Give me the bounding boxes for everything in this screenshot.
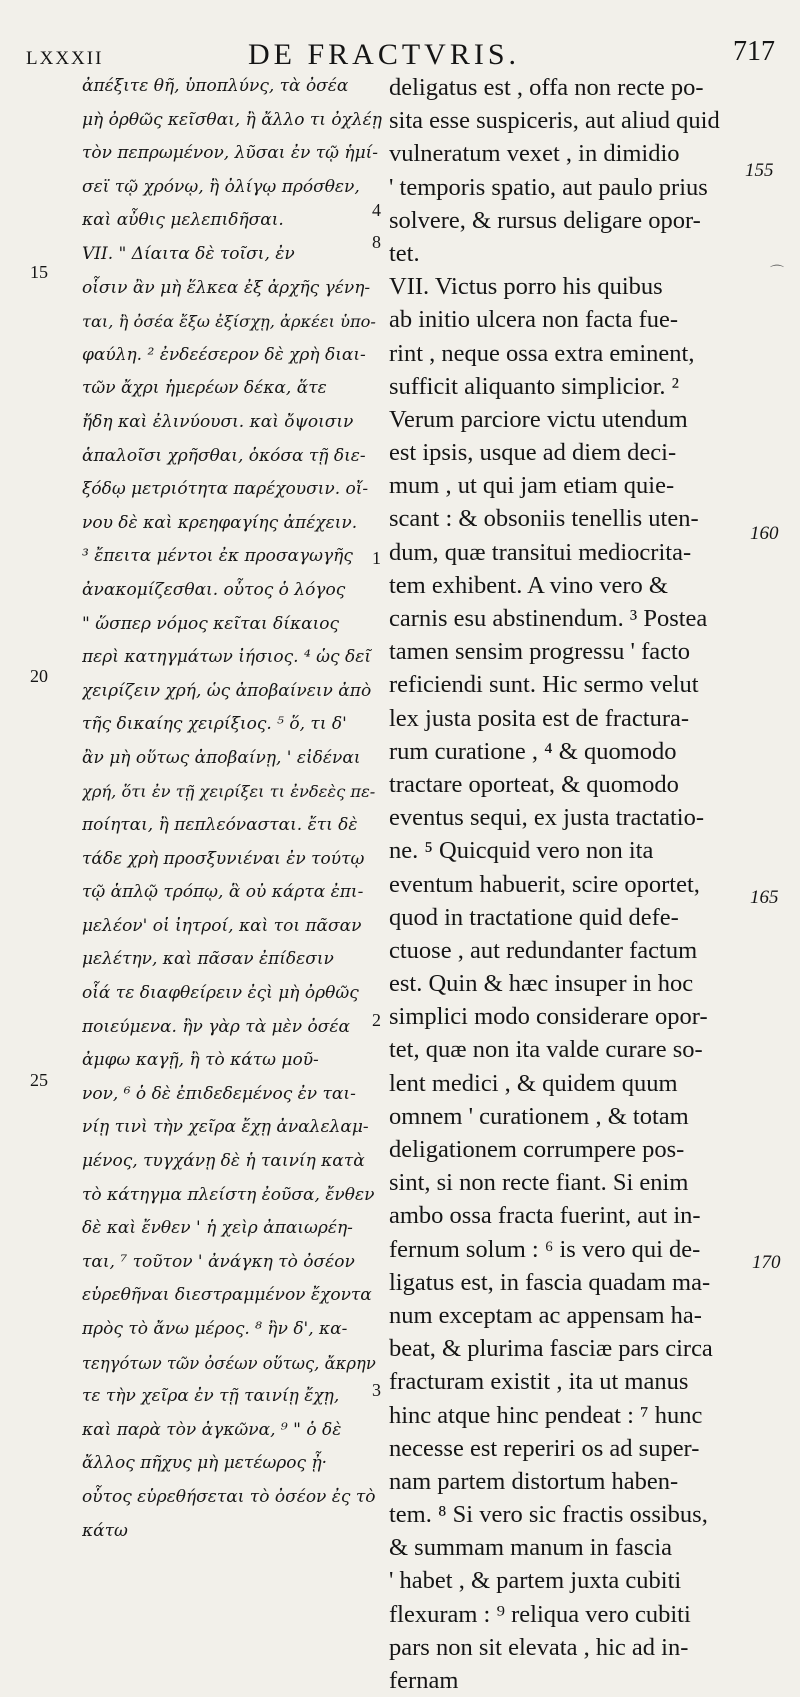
text-line: ποιεύμενα. ἢν γὰρ τὰ μὲν ὀσέα: [82, 1016, 350, 1037]
text-line: beat, & plurima fasciæ pars circa: [389, 1335, 713, 1363]
text-line: sita esse suspiceris, aut aliud quid: [389, 107, 720, 135]
margin-line-number: 170: [752, 1252, 781, 1273]
text-line: εὑρεθῆναι διεστραμμένον ἔχοντα: [82, 1285, 372, 1306]
text-line: τε τὴν χεῖρα ἐν τῇ ταινίῃ ἔχῃ,: [82, 1386, 340, 1407]
text-line: necesse est reperiri os ad super-: [389, 1434, 700, 1462]
page-edge-mark: ⌒: [770, 265, 784, 281]
text-line: flexuram : ⁹ reliqua vero cubiti: [389, 1600, 691, 1628]
text-line: est. Quin & hæc insuper in hoc: [389, 970, 694, 998]
text-line: VII. Victus porro his quibus: [389, 273, 663, 301]
text-line: & summam manum in fascia: [389, 1534, 673, 1562]
header-section-number: LXXXII: [26, 48, 104, 69]
greek-text-column: [82, 70, 382, 1548]
text-line: σεϊ τῷ χρόνῳ, ἢ ὀλίγῳ πρόσθεν,: [82, 176, 360, 197]
text-line: ἤδη καὶ ἐλινύουσι. καὶ ὄψοισιν: [82, 411, 354, 432]
text-line: fracturam existit , ita ut manus: [389, 1368, 689, 1396]
text-line: οἷά τε διαφθείρειν ἐςὶ μὴ ὀρθῶς: [82, 983, 359, 1004]
text-line: ctuose , aut redundanter factum: [389, 936, 698, 964]
text-line: ται, ἢ ὀσέα ἔξω ἐξίσχῃ, ἀρκέει ὑπο-: [82, 312, 376, 332]
text-line: τὸ κάτηγμα πλείστη ἐοῦσα, ἔνθεν: [82, 1184, 375, 1205]
text-line: χρή, ὅτι ἐν τῇ χειρίξει τι ἐνδεὲς πε-: [82, 782, 376, 802]
text-line: ται, ⁷ τοῦτον ' ἀνάγκη τὸ ὀσέον: [82, 1251, 355, 1272]
text-line: " ὥσπερ νόμος κεῖται δίκαιος: [82, 613, 340, 634]
text-line: τεηγότων τῶν ὀσέων οὕτως, ἄκρην: [82, 1353, 376, 1373]
text-line: δὲ καὶ ἔνθεν ' ἡ χεὶρ ἀπαιωρέη-: [82, 1218, 353, 1239]
text-line: nam partem distortum haben-: [389, 1467, 679, 1495]
text-line: ἄλλος πῆχυς μὴ μετέωρος ᾖ·: [82, 1453, 328, 1474]
text-line: ξόδῳ μετριότητα παρέχουσιν. οἴ-: [82, 479, 369, 500]
text-line: eventum habuerit, scire oportet,: [389, 870, 700, 898]
text-line: μὴ ὀρθῶς κεῖσθαι, ἢ ἄλλο τι ὀχλέῃ: [82, 109, 382, 130]
text-line: ab initio ulcera non facta fue-: [389, 306, 679, 334]
text-line: vulneratum vexet , in dimidio: [389, 140, 680, 168]
text-line: ' habet , & partem juxta cubiti: [389, 1567, 682, 1595]
gutter-note-number: 2: [372, 1010, 381, 1030]
margin-line-number: 15: [30, 262, 48, 282]
text-line: tractare oporteat, & quomodo: [389, 770, 679, 798]
text-line: οὗτος εὑρεθήσεται τὸ ὀσέον ἐς τὸ: [82, 1486, 376, 1507]
header-page-number: 717: [733, 36, 775, 67]
text-line: sint, si non recte fiant. Si enim: [389, 1169, 689, 1197]
text-line: χειρίζειν χρή, ὡς ἀποβαίνειν ἀπὸ: [82, 680, 372, 701]
running-header: [0, 30, 800, 74]
gutter-note-number: 3: [372, 1380, 381, 1400]
text-line: num exceptam ac appensam ha-: [389, 1301, 702, 1329]
text-line: deligationem corrumpere pos-: [389, 1136, 685, 1163]
text-line: τὸν πεπρωμένον, λῦσαι ἐν τῷ ἡμί-: [82, 143, 379, 164]
gutter-note-number: 8: [372, 232, 381, 252]
text-line: τῆς δικαίης χειρίξιος. ⁵ ὅ, τι δ': [82, 714, 347, 735]
text-line: πρὸς τὸ ἄνω μέρος. ⁸ ἢν δ', κα-: [82, 1318, 348, 1339]
margin-line-number: 155: [745, 160, 774, 181]
text-line: solvere, & rursus deligare opor-: [389, 206, 701, 234]
text-line: dum, quæ transitui mediocrita-: [389, 538, 692, 566]
text-line: tamen sensim progressu ' facto: [389, 638, 691, 666]
margin-line-number: 25: [30, 1070, 48, 1090]
text-line: μελέον' οἱ ἰητροί, καὶ τοι πᾶσαν: [82, 915, 362, 936]
text-line: τῷ ἁπλῷ τρόπῳ, ἃ οὐ κάρτα ἐπι-: [82, 882, 364, 903]
text-line: ne. ⁵ Quicquid vero non ita: [389, 837, 654, 865]
text-line: ambo ossa fracta fuerint, aut in-: [389, 1202, 701, 1230]
text-line: quod in tractatione quid defe-: [389, 903, 679, 931]
text-line: fernum solum : ⁶ is vero qui de-: [389, 1235, 701, 1263]
text-line: scant : & obsoniis tenellis uten-: [389, 505, 699, 533]
text-line: tem exhibent. A vino vero &: [389, 571, 668, 599]
text-line: νου δὲ καὶ κρεηφαγίης ἀπέχειν.: [82, 512, 358, 533]
gutter-note-number: 4: [372, 200, 381, 220]
gutter-note-number: 1: [372, 548, 381, 568]
text-line: tet.: [389, 239, 420, 267]
text-line: οἷσιν ἂν μὴ ἕλκεα ἐξ ἀρχῆς γένη-: [82, 277, 371, 298]
text-line: tet, quæ non ita valde curare so-: [389, 1036, 703, 1064]
text-line: simplici modo considerare opor-: [389, 1003, 708, 1031]
margin-line-number: 20: [30, 666, 48, 686]
text-line: ἀνακομίζεσθαι. οὗτος ὁ λόγος: [82, 579, 346, 600]
text-line: ἂν μὴ οὕτως ἀποβαίνῃ, ' εἰδέναι: [82, 747, 361, 768]
text-line: περὶ κατηγμάτων ἰήσιος. ⁴ ὡς δεῖ: [82, 647, 371, 668]
text-line: lex justa posita est de fractura-: [389, 704, 690, 732]
header-title: DE FRACTVRIS.: [248, 38, 521, 71]
text-line: pars non sit elevata , hic ad in-: [389, 1633, 689, 1661]
text-line: sufficit aliquanto simplicior. ²: [389, 372, 679, 400]
text-line: fernam: [389, 1667, 459, 1694]
text-line: τάδε χρὴ προσξυνιέναι ἐν τούτῳ: [82, 848, 365, 869]
text-line: νίῃ τινὶ τὴν χεῖρα ἔχῃ ἀναλελαμ-: [82, 1117, 369, 1138]
text-line: eventus sequi, ex justa tractatio-: [389, 804, 704, 832]
text-line: μένος, τυγχάνῃ δὲ ἡ ταινίη κατὰ: [82, 1151, 365, 1171]
text-line: tem. ⁸ Si vero sic fractis ossibus,: [389, 1501, 708, 1529]
text-line: φαύλη. ² ἐνδεέσερον δὲ χρὴ διαι-: [82, 344, 366, 365]
text-line: VII. " Δίαιτα δὲ τοῖσι, ἐν: [82, 243, 295, 264]
text-line: ἀπέξιτε θῆ, ὑποπλύνς, τὰ ὀσέα: [82, 76, 349, 96]
text-line: ligatus est, in fascia quadam ma-: [389, 1268, 711, 1296]
text-line: ἀμφω καγῇ, ἢ τὸ κάτω μοῦ-: [82, 1050, 319, 1071]
text-line: μελέτην, καὶ πᾶσαν ἐπίδεσιν: [82, 949, 334, 970]
text-line: ' temporis spatio, aut paulo prius: [389, 173, 708, 201]
text-line: νον, ⁶ ὁ δὲ ἐπιδεδεμένος ἐν ται-: [82, 1083, 356, 1104]
text-line: τῶν ἄχρι ἡμερέων δέκα, ἅτε: [82, 378, 327, 399]
text-line: carnis esu abstinendum. ³ Postea: [389, 605, 708, 632]
latin-text-column: [389, 71, 737, 1697]
text-line: Verum parciore victu utendum: [389, 405, 688, 433]
text-line: deligatus est , offa non recte po-: [389, 74, 704, 101]
text-line: est ipsis, usque ad diem deci-: [389, 439, 677, 467]
text-line: ἁπαλοῖσι χρῆσθαι, ὁκόσα τῇ διε-: [82, 445, 366, 466]
text-line: rum curatione , ⁴ & quomodo: [389, 737, 677, 765]
margin-line-number: 160: [750, 523, 779, 544]
text-line: hinc atque hinc pendeat : ⁷ hunc: [389, 1401, 703, 1429]
text-line: rint , neque ossa extra eminent,: [389, 339, 695, 367]
margin-line-number: 165: [750, 887, 779, 908]
text-line: mum , ut qui jam etiam quie-: [389, 472, 675, 500]
text-line: καὶ παρὰ τὸν ἀγκῶνα, ⁹ " ὁ δὲ: [82, 1419, 342, 1440]
text-line: lent medici , & quidem quum: [389, 1069, 678, 1097]
text-line: omnem ' curationem , & totam: [389, 1102, 689, 1130]
text-line: reficiendi sunt. Hic sermo velut: [389, 671, 699, 699]
text-line: ³ ἔπειτα μέντοι ἐκ προσαγωγῆς: [82, 546, 353, 567]
text-line: κάτω: [82, 1520, 128, 1541]
text-line: καὶ αὖθις μελεπιδῆσαι.: [82, 210, 284, 231]
text-line: ποίηται, ἢ πεπλεόνασται. ἔτι δὲ: [82, 815, 358, 836]
